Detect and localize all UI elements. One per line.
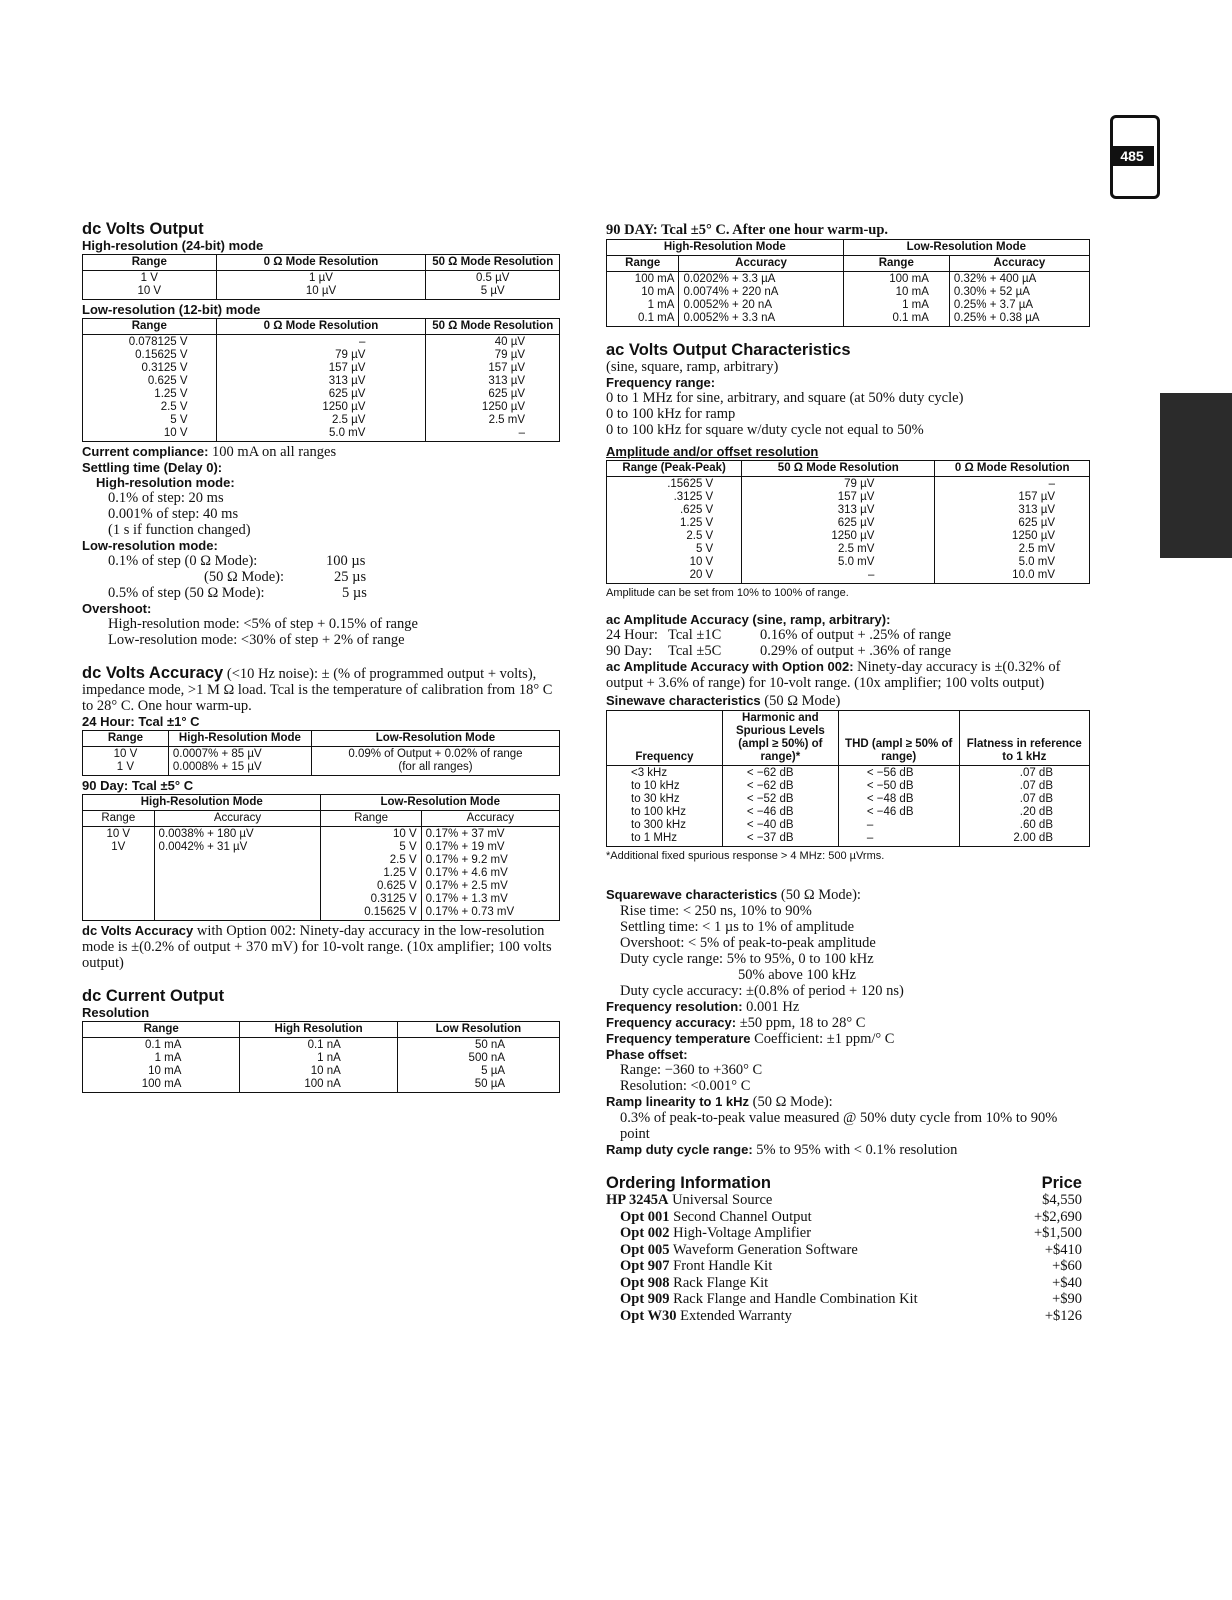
acaa-24h-label: 24 Hour: (606, 627, 658, 643)
dc-volts-accuracy-title: dc Volts Accuracy (82, 664, 224, 682)
acaa-90d-label: 90 Day: (606, 643, 653, 659)
table-row: 1 V 10 V 1 µV 10 µV 0.5 µV 5 µV (83, 271, 560, 300)
settling-lores-1a: 0.1% of step (0 Ω Mode): (108, 553, 258, 569)
table-row: <3 kHz to 10 kHz to 30 kHz to 100 kHz to 300 kHz to 1 MHz < −62 dB < −62 dB < −52 dB < −46 dB < −40 dB < −37 dB < −56 dB < −50 dB < −48 dB < −46 dB – – .07 dB .07 dB .07 dB .20 dB .60 dB 2.00 dB (607, 766, 1090, 847)
opt002-dcv-text: with Option 002: Ninety-day accuracy in the low-resolution mode is ±(0.2% of output + 370 mV) for 10-volt range. (10x amplifier; 100 volts output) (82, 923, 552, 971)
acaa-opt002-text: Ninety-day accuracy is ±(0.32% of output + 3.6% of range) for 10-volt range. (10x amplifier; 100 volts output) (606, 659, 1061, 691)
table-header: 50 Ω Mode Resolution (742, 461, 935, 477)
table-header: Flatness in reference to 1 kHz (959, 711, 1089, 766)
table-row: 10 V 1V 0.0038% + 180 µV 0.0042% + 31 µV 10 V 5 V 2.5 V 1.25 V 0.625 V 0.3125 V 0.15625 V 0.17% + 37 mV 0.17% + 19 mV 0.17% + 9.2 mV 0.17% + 4.6 mV 0.17% + 2.5 mV 0.17% + 1.3 mV 0.17% + 0.73 mV (83, 827, 560, 921)
table-row: .15625 V .3125 V .625 V 1.25 V 2.5 V 5 V 10 V 20 V 79 µV 157 µV 313 µV 625 µV 1250 µV 2.5 mV 5.0 mV – – 157 µV 313 µV 625 µV 1250 µV 2.5 mV 5.0 mV 10.0 mV (607, 477, 1090, 584)
ac-amplitude-accuracy-label: ac Amplitude Accuracy (sine, ramp, arbitrary): (606, 612, 891, 627)
ramp-linearity-tail: (50 Ω Mode): (749, 1094, 833, 1110)
freq-temp-text: Coefficient: ±1 ppm/° C (750, 1031, 895, 1047)
freq-resolution-text: 0.001 Hz (742, 999, 800, 1015)
compliance-label: Current compliance: (82, 444, 209, 459)
table-header: High Resolution (240, 1022, 397, 1038)
list-item: Opt 909 Rack Flange and Handle Combination Kit +$90 (620, 1291, 1082, 1307)
sinewave-label: Sinewave characteristics (606, 693, 761, 708)
dc-volts-output-title: dc Volts Output (82, 220, 204, 238)
table-header: Range (843, 256, 949, 272)
table-header: 50 Ω Mode Resolution (426, 319, 560, 335)
table-header: Accuracy (949, 256, 1089, 272)
dc-current-90d-table (606, 239, 1090, 327)
settling-lores-3a: 0.5% of step (50 Ω Mode): (108, 585, 265, 601)
amplitude-resolution-label: Amplitude and/or offset resolution (606, 444, 819, 459)
dc-volts-24h-table (82, 730, 560, 776)
acaa-opt002-label: ac Amplitude Accuracy with Option 002: (606, 659, 854, 674)
frequency-range-2: 0 to 100 kHz for ramp (606, 406, 736, 422)
amplitude-resolution-table (606, 460, 1090, 584)
table-header: Range (Peak-Peak) (607, 461, 742, 477)
table-header: THD (ampl ≥ 50% of range) (838, 711, 959, 766)
ordering-list (606, 1192, 1082, 1324)
left-column (82, 220, 560, 1095)
frequency-range-3: 0 to 100 kHz for square w/duty cycle not equal to 50% (606, 422, 924, 438)
price-header: Price (1041, 1174, 1082, 1192)
list-item: Opt 001 Second Channel Output +$2,690 (620, 1208, 1082, 1225)
freq-accuracy-label: Frequency accuracy: (606, 1015, 737, 1030)
settling-hires-1: 0.1% of step: 20 ms (108, 490, 224, 506)
table-header: Accuracy (154, 811, 321, 827)
compliance-text: 100 mA on all ranges (208, 444, 337, 460)
table-group-header: High-Resolution Mode (83, 795, 321, 811)
dc-volts-accuracy-intro: (<10 Hz noise): ± (% of programmed output + volts), impedance mode, >1 M Ω load. Tcal is the temperature of calibration from 18° C to 28° C. One hour warm-up. (82, 666, 553, 714)
table-header: Range (607, 256, 679, 272)
settling-lores-3b: 5 µs (342, 585, 367, 601)
settling-hires-label: High-resolution mode: (96, 475, 235, 490)
table-header: Range (83, 319, 217, 335)
table-header: Low-Resolution Mode (311, 731, 559, 747)
dc-volts-lores-table (82, 318, 560, 442)
list-item: Opt 005 Waveform Generation Software +$410 (620, 1241, 1082, 1258)
table-header: Frequency (607, 711, 723, 766)
square-duty-2: 50% above 100 kHz (738, 967, 856, 983)
phase-range: Range: −360 to +360° C (620, 1062, 763, 1078)
settling-lores-2b: 25 µs (334, 569, 367, 585)
table-header: Range (83, 255, 217, 271)
24-hour-label: 24 Hour: Tcal ±1° C (82, 714, 200, 729)
lores-mode-title: Low-resolution (12-bit) mode (82, 302, 261, 317)
freq-resolution-label: Frequency resolution: (606, 999, 743, 1014)
table-group-header: Low-Resolution Mode (843, 240, 1089, 256)
settling-lores-2a: (50 Ω Mode): (204, 569, 285, 585)
table-header: Range (83, 811, 155, 827)
ac-volts-output-title: ac Volts Output Characteristics (606, 341, 851, 359)
settling-lores-label: Low-resolution mode: (82, 538, 218, 553)
squarewave-label-tail: (50 Ω Mode): (777, 887, 861, 903)
list-item: Opt W30 Extended Warranty +$126 (620, 1307, 1082, 1324)
ac-volts-sub: (sine, square, ramp, arbitrary) (606, 359, 779, 375)
overshoot-1: High-resolution mode: <5% of step + 0.15% of range (108, 616, 418, 632)
ramp-linearity-text: 0.3% of peak-to-peak value measured @ 50% duty cycle from 10% to 90% point (620, 1110, 1058, 1142)
settling-hires-3: (1 s if function changed) (108, 522, 251, 538)
table-header: Range (83, 731, 169, 747)
frequency-range-1: 0 to 1 MHz for sine, arbitrary, and square (at 50% duty cycle) (606, 390, 964, 406)
dc-current-output-title: dc Current Output (82, 987, 225, 1005)
table-header: Harmonic and Spurious Levels (ampl ≥ 50%) of range)* (722, 711, 838, 766)
table-header: Low Resolution (397, 1022, 559, 1038)
overshoot-label: Overshoot: (82, 601, 152, 616)
list-item: Opt 907 Front Handle Kit +$60 (620, 1258, 1082, 1274)
acaa-24h-tcal: Tcal ±1C (668, 627, 722, 643)
list-item: Opt 002 High-Voltage Amplifier +$1,500 (620, 1225, 1082, 1241)
90-day-current-title: 90 DAY: Tcal ±5° C. After one hour warm-up. (606, 222, 889, 238)
square-duty-1: Duty cycle range: 5% to 95%, 0 to 100 kHz (620, 951, 874, 967)
settling-lores-1b: 100 µs (326, 553, 366, 569)
dc-volts-hires-table (82, 254, 560, 300)
dc-current-table (82, 1021, 560, 1093)
table-header: Accuracy (679, 256, 843, 272)
sinewave-table (606, 710, 1090, 847)
table-row: 10 V 1 V 0.0007% + 85 µV 0.0008% + 15 µV 0.09% of Output + 0.02% of range (for all ranges) (83, 747, 560, 776)
acaa-90d-value: 0.29% of output + .36% of range (760, 643, 951, 659)
amplitude-note: Amplitude can be set from 10% to 100% of range. (606, 587, 849, 599)
square-overshoot: Overshoot: < 5% of peak-to-peak amplitude (620, 935, 876, 951)
freq-accuracy-text: ±50 ppm, 18 to 28° C (736, 1015, 866, 1031)
table-group-header: Low-Resolution Mode (321, 795, 560, 811)
ramp-duty-text: 5% to 95% with < 0.1% resolution (752, 1142, 958, 1158)
90-day-label: 90 Day: Tcal ±5° C (82, 778, 194, 793)
section-thumb-tab (1160, 393, 1232, 558)
acaa-90d-tcal: Tcal ±5C (668, 643, 722, 659)
settling-hires-2: 0.001% of step: 40 ms (108, 506, 239, 522)
dc-current-resolution-label: Resolution (82, 1005, 150, 1020)
overshoot-2: Low-resolution mode: <30% of step + 2% of range (108, 632, 405, 648)
hires-mode-title: High-resolution (24-bit) mode (82, 238, 264, 253)
list-item: HP 3245A Universal Source $4,550 (606, 1192, 1082, 1208)
squarewave-label: Squarewave characteristics (606, 887, 778, 902)
frequency-range-label: Frequency range: (606, 375, 716, 390)
table-row: 0.078125 V 0.15625 V 0.3125 V 0.625 V 1.25 V 2.5 V 5 V 10 V – 79 µV 157 µV 313 µV 625 µV 1250 µV 2.5 µV 5.0 mV 40 µV 79 µV 157 µV 313 µV 625 µV 1250 µV 2.5 mV – (83, 335, 560, 442)
table-group-header: High-Resolution Mode (607, 240, 844, 256)
table-header: 0 Ω Mode Resolution (935, 461, 1090, 477)
opt002-dcv-label: dc Volts Accuracy (82, 923, 194, 938)
freq-temp-label: Frequency temperature (606, 1031, 751, 1046)
table-header: Accuracy (421, 811, 559, 827)
settling-label: Settling time (Delay 0): (82, 460, 223, 475)
right-column (606, 222, 1090, 1324)
square-settle: Settling time: < 1 µs to 1% of amplitude (620, 919, 855, 935)
table-row: 100 mA 10 mA 1 mA 0.1 mA 0.0202% + 3.3 µA 0.0074% + 220 nA 0.0052% + 20 nA 0.0052% + 3.3 nA 100 mA 10 mA 1 mA 0.1 mA 0.32% + 400 µA 0.30% + 52 µA 0.25% + 3.7 µA 0.25% + 0.38 µA (607, 272, 1090, 327)
table-header: 0 Ω Mode Resolution (216, 255, 426, 271)
sinewave-note: *Additional fixed spurious response > 4 MHz: 500 µVrms. (606, 850, 885, 862)
dc-volts-90d-table (82, 794, 560, 921)
square-rise: Rise time: < 250 ns, 10% to 90% (620, 903, 812, 919)
table-header: Range (321, 811, 421, 827)
table-header: High-Resolution Mode (168, 731, 311, 747)
table-row: 0.1 mA 1 mA 10 mA 100 mA 0.1 nA 1 nA 10 nA 100 nA 50 nA 500 nA 5 µA 50 µA (83, 1038, 560, 1093)
acaa-24h-value: 0.16% of output + .25% of range (760, 627, 951, 643)
ramp-duty-label: Ramp duty cycle range: (606, 1142, 753, 1157)
table-header: 0 Ω Mode Resolution (216, 319, 426, 335)
sinewave-label-tail: (50 Ω Mode) (760, 693, 841, 709)
page-number: 485 (1110, 146, 1154, 166)
phase-resolution: Resolution: <0.001° C (620, 1078, 751, 1094)
table-header: 50 Ω Mode Resolution (426, 255, 560, 271)
phase-offset-label: Phase offset: (606, 1047, 688, 1062)
table-header: Range (83, 1022, 240, 1038)
ordering-title: Ordering Information (606, 1174, 771, 1192)
ramp-linearity-label: Ramp linearity to 1 kHz (606, 1094, 750, 1109)
square-duty-accuracy: Duty cycle accuracy: ±(0.8% of period + 120 ns) (620, 983, 904, 999)
list-item: Opt 908 Rack Flange Kit +$40 (620, 1274, 1082, 1291)
